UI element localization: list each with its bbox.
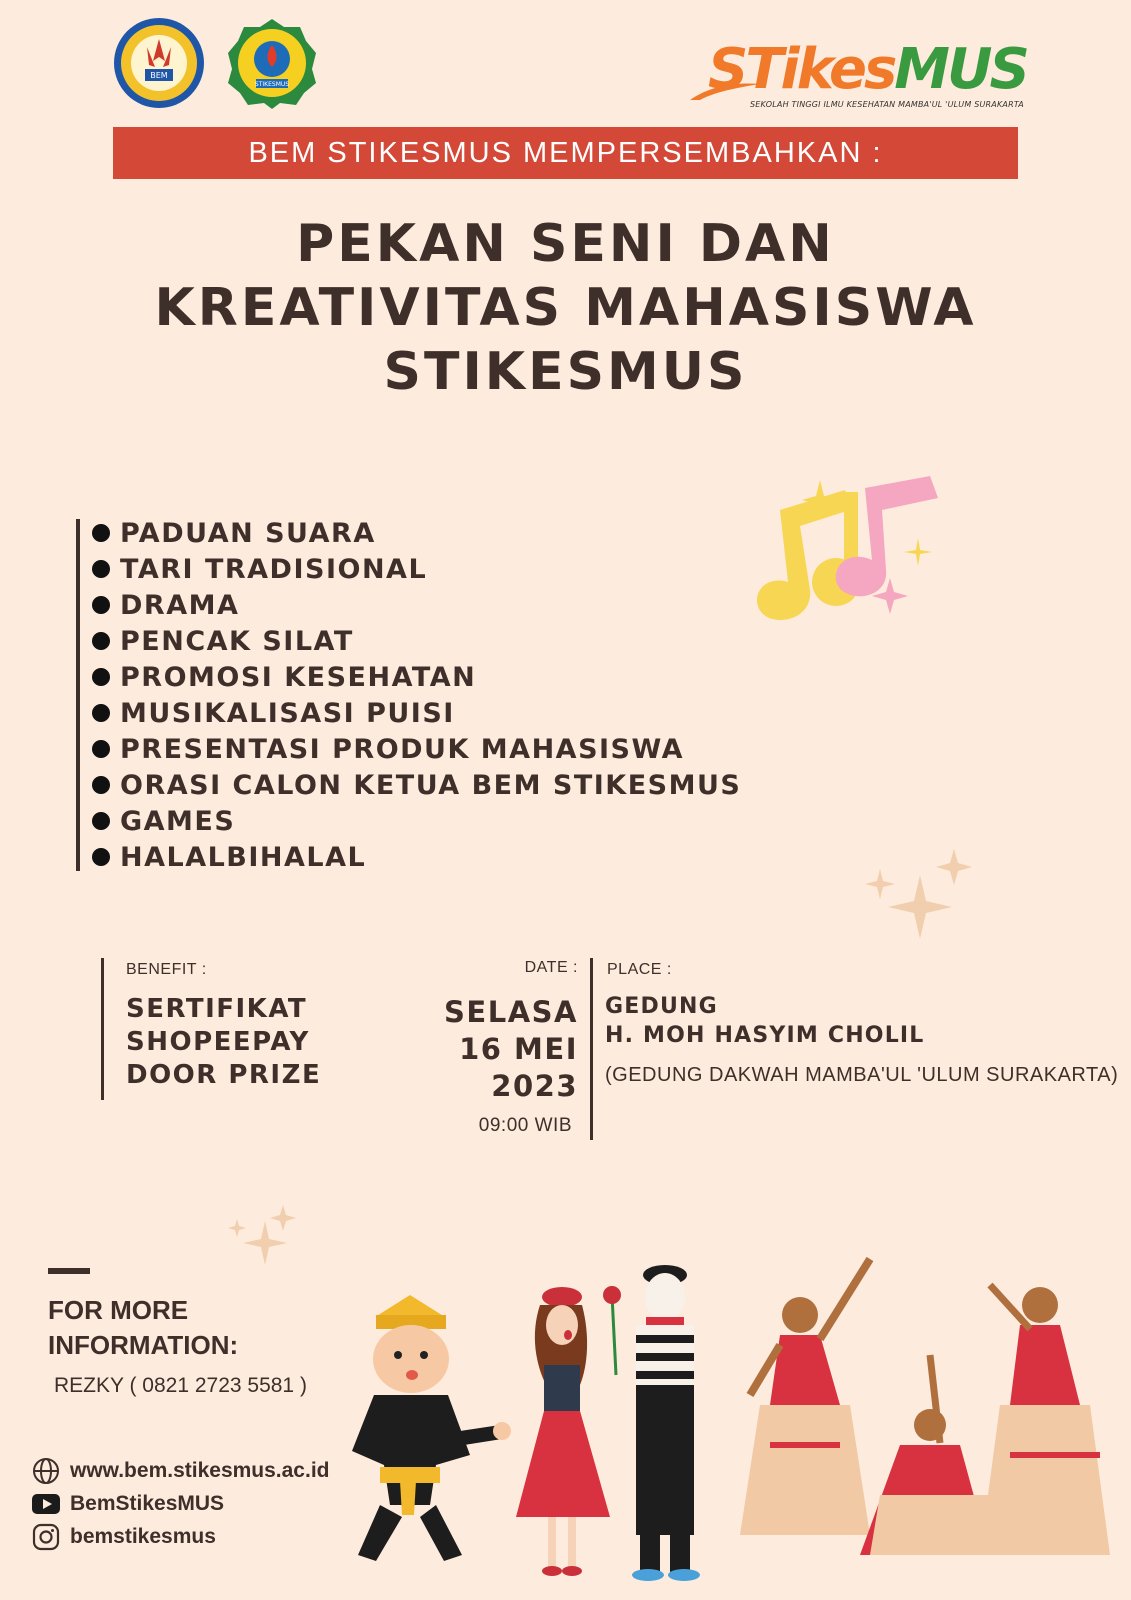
activity-item bbox=[92, 839, 741, 875]
classical-dancers bbox=[740, 1259, 1110, 1555]
activity-item bbox=[92, 695, 741, 731]
bullet-icon bbox=[92, 632, 110, 650]
date-year: 2023 bbox=[491, 1069, 578, 1103]
bem-seal-logo bbox=[113, 17, 205, 109]
presenter-banner: BEM STIKESMUS MEMPERSEMBAHKAN : bbox=[113, 127, 1018, 179]
activity-label: HALALBIHALAL bbox=[120, 841, 367, 873]
bullet-icon bbox=[92, 560, 110, 578]
svg-text:BEM: BEM bbox=[150, 71, 168, 80]
instagram-icon bbox=[32, 1523, 60, 1551]
activity-item bbox=[92, 587, 741, 623]
title-line-2: KREATIVITAS MAHASISWA bbox=[154, 278, 977, 338]
music-notes-illustration bbox=[740, 470, 960, 660]
title-line-1: PEKAN SENI DAN bbox=[296, 214, 835, 274]
benefit-divider bbox=[101, 958, 104, 1100]
instagram-link[interactable]: bemstikesmus bbox=[32, 1523, 216, 1551]
bullet-icon bbox=[92, 848, 110, 866]
activity-list bbox=[92, 515, 741, 875]
date-date: 16 MEI bbox=[459, 1032, 578, 1066]
activity-label: TARI TRADISIONAL bbox=[120, 553, 428, 585]
benefit-item: SERTIFIKAT bbox=[126, 994, 308, 1024]
date-time: 09:00 WIB bbox=[478, 1115, 572, 1136]
info-dash bbox=[48, 1268, 90, 1274]
youtube-link[interactable]: BemStikesMUS bbox=[32, 1492, 224, 1516]
title-line-3: STIKESMUS bbox=[383, 342, 748, 402]
bullet-icon bbox=[92, 812, 110, 830]
activity-item bbox=[92, 551, 741, 587]
date-day: SELASA bbox=[444, 995, 578, 1029]
dancer-girl bbox=[516, 1287, 610, 1576]
benefit-item: DOOR PRIZE bbox=[126, 1060, 322, 1090]
activity-label: ORASI CALON KETUA BEM STIKESMUS bbox=[120, 769, 742, 801]
activity-item bbox=[92, 515, 741, 551]
silat-performer bbox=[352, 1295, 511, 1561]
website-link[interactable]: www.bem.stikesmus.ac.id bbox=[32, 1457, 330, 1485]
bullet-icon bbox=[92, 776, 110, 794]
activity-label: PADUAN SUARA bbox=[120, 517, 376, 549]
sparkle-small-icon bbox=[225, 1205, 305, 1265]
stikesmus-seal-logo bbox=[226, 17, 318, 109]
stikesmus-brand-logo bbox=[690, 37, 1027, 118]
activity-item bbox=[92, 803, 741, 839]
place-note: (GEDUNG DAKWAH MAMBA'UL 'ULUM SURAKARTA) bbox=[605, 1064, 1119, 1086]
youtube-icon bbox=[32, 1493, 60, 1515]
contact-person: REZKY ( 0821 2723 5581 ) bbox=[54, 1374, 307, 1397]
activity-item bbox=[92, 731, 741, 767]
activity-item bbox=[92, 623, 741, 659]
activity-label: GAMES bbox=[120, 805, 236, 837]
date-block bbox=[380, 994, 578, 1105]
performers-illustration bbox=[340, 1255, 1120, 1600]
globe-icon bbox=[32, 1457, 60, 1485]
event-title bbox=[60, 212, 1071, 404]
list-accent-bar bbox=[76, 519, 80, 871]
bullet-icon bbox=[92, 596, 110, 614]
brand-wordmark: STikesMUS bbox=[708, 37, 1027, 102]
activity-label: PROMOSI KESEHATAN bbox=[120, 661, 477, 693]
benefit-list bbox=[126, 993, 321, 1092]
svg-text:STIKESMUS: STIKESMUS bbox=[254, 81, 290, 88]
date-divider bbox=[590, 958, 593, 1140]
activity-label: DRAMA bbox=[120, 589, 240, 621]
activity-label: MUSIKALISASI PUISI bbox=[120, 697, 455, 729]
activity-item bbox=[92, 767, 741, 803]
activity-label: PENCAK SILAT bbox=[120, 625, 354, 657]
bullet-icon bbox=[92, 704, 110, 722]
date-label: DATE : bbox=[524, 959, 578, 976]
activity-label: PRESENTASI PRODUK MAHASISWA bbox=[120, 733, 684, 765]
activity-item bbox=[92, 659, 741, 695]
place-line-1: GEDUNG bbox=[605, 994, 718, 1019]
place-line-2: H. MOH HASYIM CHOLIL bbox=[605, 1023, 925, 1048]
bullet-icon bbox=[92, 740, 110, 758]
place-block bbox=[605, 992, 925, 1050]
bullet-icon bbox=[92, 524, 110, 542]
sparkle-icon bbox=[860, 845, 980, 945]
info-title: FOR MORE INFORMATION: bbox=[48, 1295, 239, 1360]
benefit-item: SHOPEEPAY bbox=[126, 1027, 310, 1057]
benefit-label: BENEFIT : bbox=[126, 961, 207, 978]
place-label: PLACE : bbox=[607, 961, 672, 978]
mime-performer bbox=[603, 1265, 700, 1581]
brand-subtitle: SEKOLAH TINGGI ILMU KESEHATAN MAMBA'UL 'ULUM SURAKARTA bbox=[750, 100, 1024, 109]
bullet-icon bbox=[92, 668, 110, 686]
